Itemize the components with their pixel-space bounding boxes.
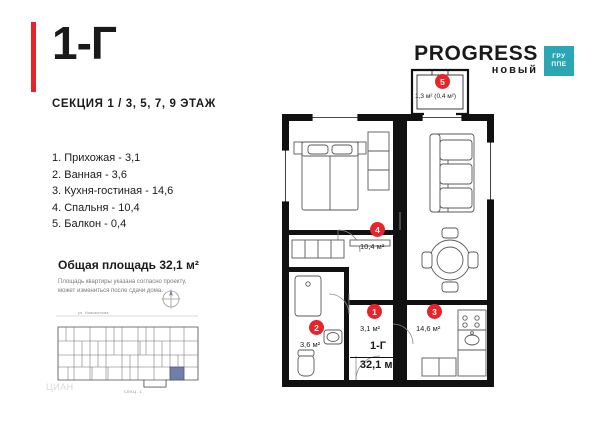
brand-logo xyxy=(414,22,574,76)
logo-badge-line2: ППЕ xyxy=(551,61,567,68)
accent-bar xyxy=(31,22,36,92)
room-marker-3: 3 xyxy=(427,304,442,319)
list-item: 4. Спальня - 10,4 xyxy=(52,201,140,214)
list-item: 5. Балкон - 0,4 xyxy=(52,218,127,230)
list-item: 1. Прихожая - 3,1 xyxy=(52,152,141,164)
room-marker-5: 5 xyxy=(435,74,450,89)
disclaimer-note: Площадь квартиры указана согласно проекту, может измениться после сдачи дома. xyxy=(58,279,187,294)
total-area-label: Общая площадь 32,1 м² xyxy=(58,258,199,272)
flat-code: 1-Г xyxy=(369,340,387,352)
compass-icon xyxy=(160,288,182,310)
info-panel xyxy=(0,0,268,424)
flat-code-divider xyxy=(350,357,406,358)
logo-subtitle: новый xyxy=(491,64,538,76)
room-area-3: 14,6 м² xyxy=(416,324,441,333)
room-area-5: 1,3 м² (0,4 м²) xyxy=(415,93,457,100)
watermark: ЦИАН xyxy=(46,382,74,392)
room-marker-4: 4 xyxy=(370,222,385,237)
room-area-1: 3,1 м² xyxy=(360,324,381,333)
room-marker-1: 1 xyxy=(367,304,382,319)
room-list xyxy=(52,150,173,233)
room-area-2: 3,6 м² xyxy=(300,340,321,349)
room-area-4: 10,4 м² xyxy=(360,242,385,251)
logo-name: PROGRESS xyxy=(414,42,538,65)
keyplan-street-label: ул. Новоженова xyxy=(78,311,109,315)
floor-plan xyxy=(272,62,572,394)
list-item: 3. Кухня-гостиная - 14,6 xyxy=(52,185,174,197)
page-title: 1-Г xyxy=(52,17,116,69)
section-label: СЕКЦИЯ 1 / 3, 5, 7, 9 ЭТАЖ xyxy=(52,98,216,110)
logo-badge-line1: ГРУ xyxy=(552,53,566,60)
list-item: 2. Ванная - 3,6 xyxy=(52,168,127,181)
flat-total-area: 32,1 м² xyxy=(359,359,397,371)
room-marker-2: 2 xyxy=(309,320,324,335)
keyplan-section-label: СЕКЦ. 1 xyxy=(124,389,143,394)
